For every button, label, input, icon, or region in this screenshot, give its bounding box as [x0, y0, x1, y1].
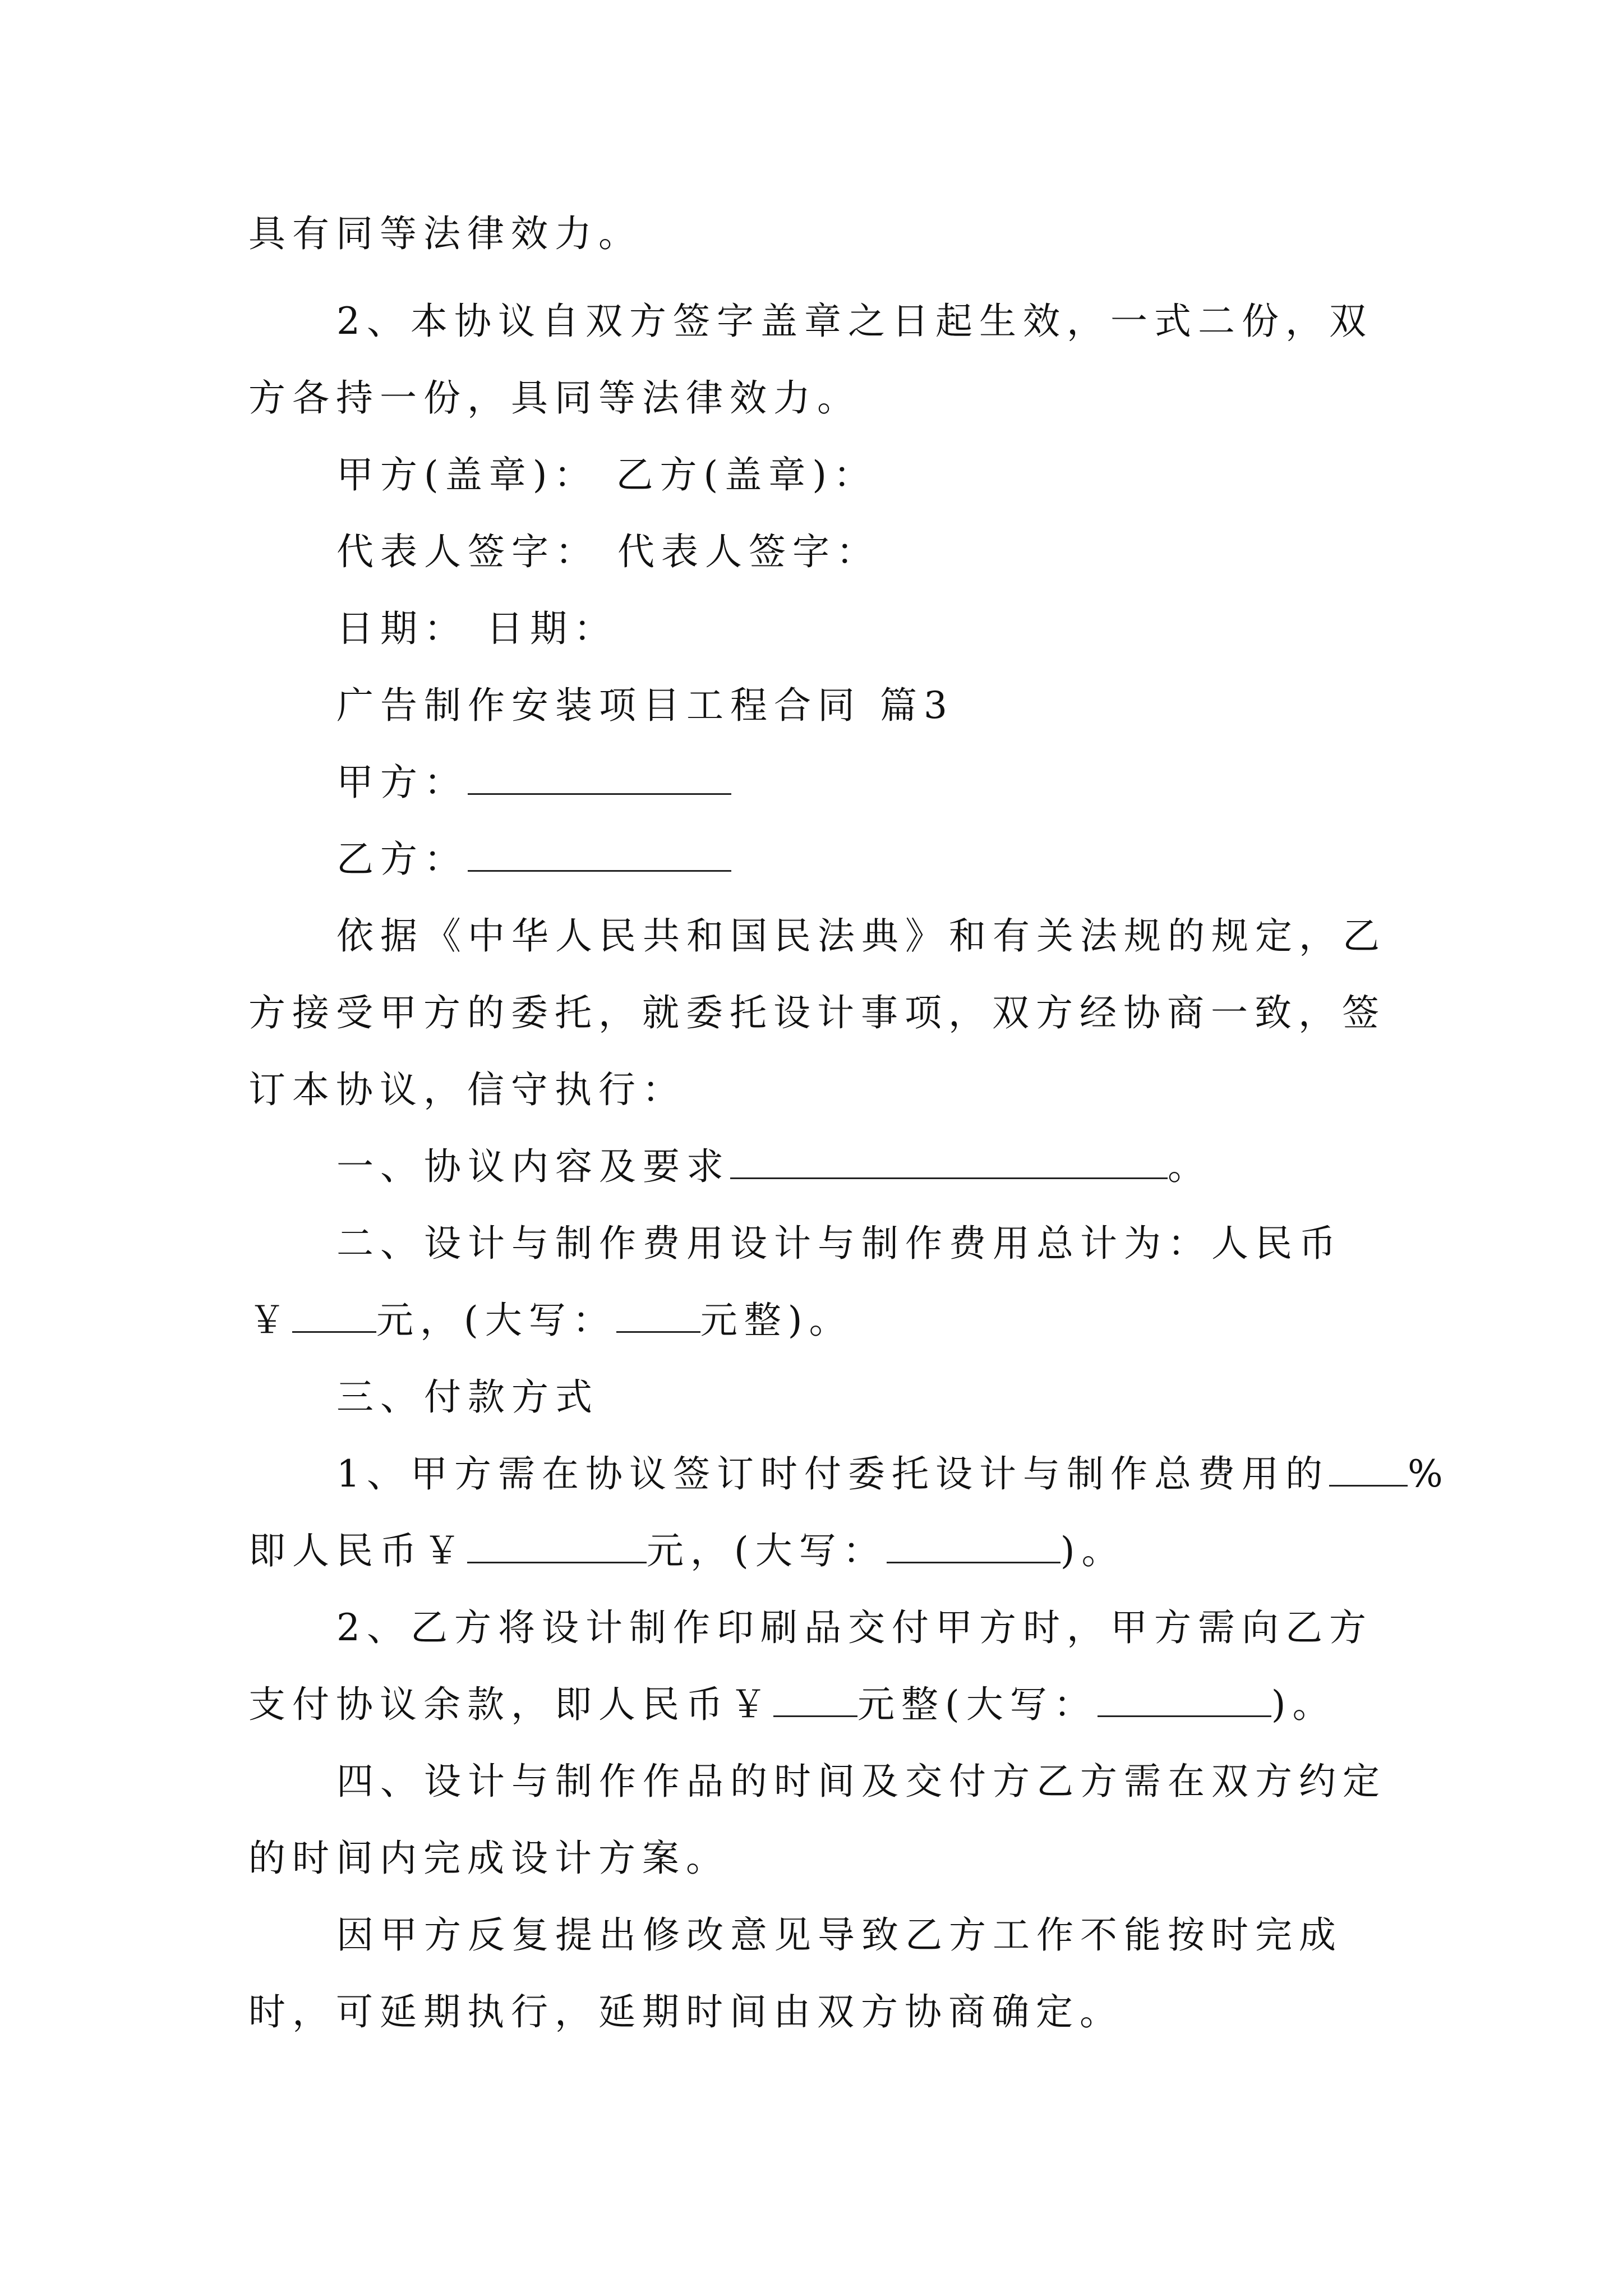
text-line — [248, 376, 861, 421]
section-heading — [336, 683, 954, 728]
line-text: 2、乙方将设计制作印刷品交付甲方时，甲方需向乙方 — [336, 1606, 1373, 1649]
line-suffix: % — [1408, 1452, 1450, 1496]
fill-blank — [1098, 1683, 1271, 1717]
fill-blank — [292, 1299, 376, 1333]
fill-blank — [467, 1529, 647, 1563]
signature-line-representative — [336, 530, 880, 574]
line-text: 因甲方反复提出修改意见导致乙方工作不能按时完成 — [336, 1913, 1343, 1957]
line-text: 一、协议内容及要求 — [336, 1145, 730, 1188]
line-text: 的时间内完成设计方案。 — [248, 1837, 730, 1880]
line-text: 甲方(盖章)： 乙方(盖章)： — [336, 453, 877, 496]
clause-one-line — [336, 1144, 1211, 1189]
text-line — [248, 991, 1386, 1036]
text-line — [248, 1068, 686, 1112]
line-text: 支付协议余款，即人民币￥ — [248, 1683, 773, 1726]
line-text: 四、设计与制作作品的时间及交付方乙方需在双方约定 — [336, 1760, 1386, 1803]
text-line — [336, 914, 1386, 959]
text-line — [248, 1990, 1123, 2035]
text-line — [248, 1836, 730, 1881]
heading-text: 广告制作安装项目工程合同 篇3 — [336, 684, 954, 727]
line-suffix: )。 — [1271, 1683, 1336, 1726]
line-text: 依据《中华人民共和国民法典》和有关法规的规定，乙 — [336, 914, 1386, 958]
fill-blank — [730, 1145, 1168, 1179]
signature-line-date — [336, 606, 617, 651]
clause-three-heading — [336, 1375, 599, 1420]
line-mid: 元，(大写： — [647, 1529, 887, 1572]
line-suffix: )。 — [1060, 1529, 1126, 1572]
clause-two-line — [336, 1221, 1343, 1266]
text-line — [336, 299, 1373, 344]
line-text: 方接受甲方的委托，就委托设计事项，双方经协商一致，签 — [248, 991, 1386, 1034]
line-mid: 元，(大写： — [376, 1299, 616, 1342]
line-suffix: 元整)。 — [700, 1299, 853, 1342]
fill-blank — [887, 1529, 1061, 1563]
fill-blank — [616, 1299, 700, 1333]
payment-amount-line — [248, 1529, 1126, 1573]
line-text: 即人民币￥ — [248, 1529, 467, 1572]
text-line — [336, 1913, 1343, 1958]
text-line — [248, 211, 642, 256]
line-text: 2、本协议自双方签字盖章之日起生效，一式二份，双 — [336, 300, 1373, 343]
line-text: 代表人签字： 代表人签字： — [336, 530, 880, 573]
line-suffix: 。 — [1168, 1145, 1211, 1188]
line-text: ￥ — [248, 1299, 292, 1342]
line-text: 二、设计与制作费用设计与制作费用总计为：人民币 — [336, 1222, 1343, 1265]
line-text: 甲方： — [336, 761, 468, 804]
balance-line — [248, 1682, 1336, 1727]
payment-item-two — [336, 1605, 1373, 1650]
line-text: 具有同等法律效力。 — [248, 212, 642, 255]
line-mid: 元整(大写： — [857, 1683, 1098, 1726]
party-a-line — [336, 760, 731, 805]
line-text: 时，可延期执行，延期时间由双方协商确定。 — [248, 1990, 1123, 2033]
line-text: 订本协议，信守执行： — [248, 1068, 686, 1111]
line-text: 1、甲方需在协议签订时付委托设计与制作总费用的 — [336, 1452, 1329, 1496]
line-text: 日期： 日期： — [336, 607, 617, 650]
fill-blank — [468, 761, 731, 795]
fill-blank — [773, 1683, 857, 1717]
clause-four-line — [336, 1759, 1386, 1804]
line-text: 乙方： — [336, 838, 468, 881]
signature-line-seal — [336, 453, 877, 498]
fill-blank — [468, 838, 731, 872]
line-text: 三、付款方式 — [336, 1375, 599, 1419]
party-b-line — [336, 837, 731, 882]
line-text: 方各持一份，具同等法律效力。 — [248, 376, 861, 420]
payment-item-one — [336, 1452, 1450, 1497]
amount-line — [248, 1298, 853, 1343]
fill-blank — [1329, 1452, 1408, 1487]
